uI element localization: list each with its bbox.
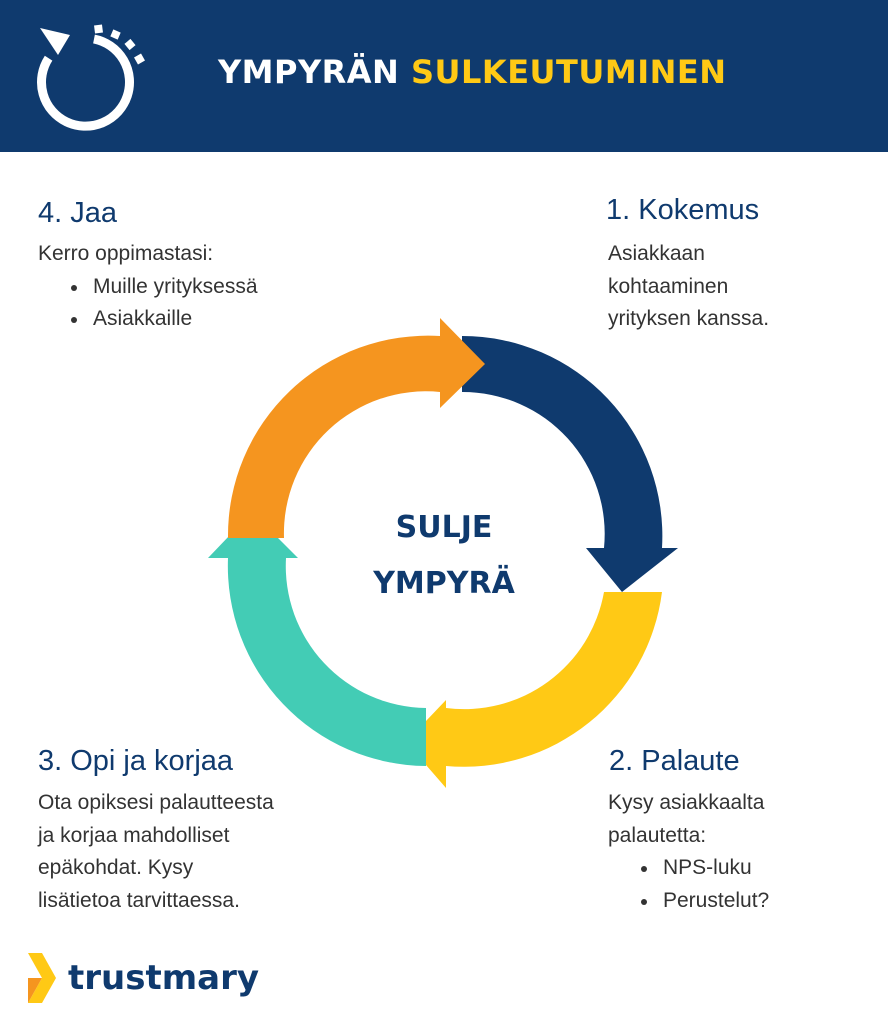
step-4-bullet: Muille yrityksessä xyxy=(38,271,258,304)
step-3-line: ja korjaa mahdolliset xyxy=(38,823,230,847)
step-4-title: 4. Jaa xyxy=(38,197,117,229)
step-3-description xyxy=(38,787,274,917)
step-1-title: 1. Kokemus xyxy=(606,194,760,226)
step-3-line: lisätietoa tarvittaessa. xyxy=(38,888,240,912)
step-2-bullet: Perustelut? xyxy=(608,885,769,918)
arrow-feedback-to-learn xyxy=(406,592,662,788)
step-2-description xyxy=(608,787,769,917)
logo-mark-icon xyxy=(28,953,58,1003)
center-line-2: YMPYRÄ xyxy=(373,566,515,601)
title-main: YMPYRÄN xyxy=(218,53,400,91)
step-2-line: Kysy asiakkaalta xyxy=(608,791,765,814)
cycle-center-label xyxy=(344,500,544,612)
step-2-title: 2. Palaute xyxy=(609,745,740,777)
logo-wordmark: trustmary xyxy=(68,958,260,998)
page-title xyxy=(218,50,727,94)
header-banner xyxy=(0,0,888,152)
step-3-line: Ota opiksesi palautteesta xyxy=(38,791,274,814)
center-line-1: SULJE xyxy=(395,510,493,545)
trustmary-logo xyxy=(28,953,268,1005)
step-4-line: Kerro oppimastasi: xyxy=(38,242,214,265)
step-3-line: epäkohdat. Kysy xyxy=(38,856,194,879)
step-2-line: palautetta: xyxy=(608,823,707,847)
step-4-bullet: Asiakkaille xyxy=(38,303,258,336)
step-2-bullet: NPS-luku xyxy=(608,852,769,885)
title-accent: SULKEUTUMINEN xyxy=(410,53,727,91)
step-2-bullets xyxy=(608,852,769,917)
step-1-line: kohtaaminen xyxy=(608,274,729,298)
step-1-line: Asiakkaan xyxy=(608,242,705,265)
step-1-line: yrityksen kanssa. xyxy=(608,307,770,330)
refresh-cycle-icon xyxy=(30,18,155,138)
step-3-title: 3. Opi ja korjaa xyxy=(38,745,234,777)
